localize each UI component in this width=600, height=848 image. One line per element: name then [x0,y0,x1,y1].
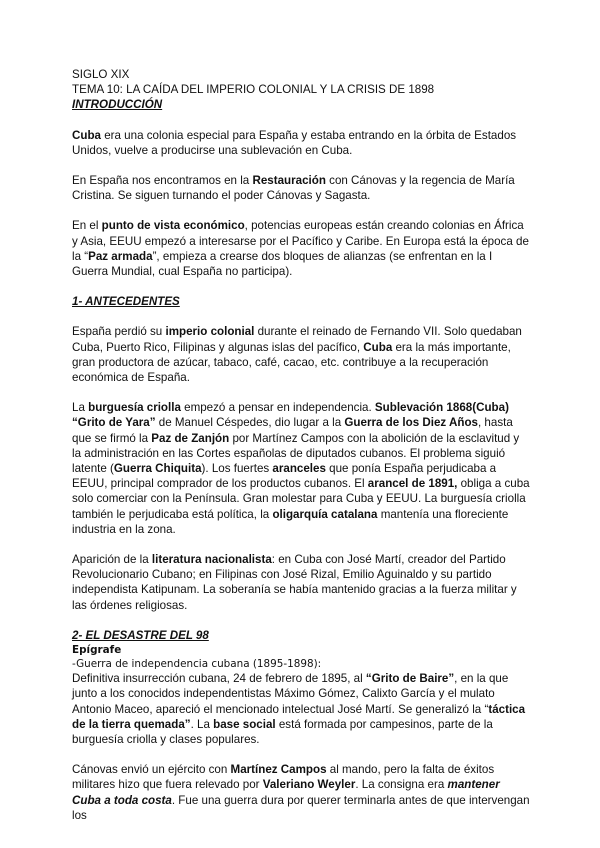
document-title: TEMA 10: LA CAÍDA DEL IMPERIO COLONIAL Y LA CRISIS DE 1898 [72,83,435,97]
text-run: . La [190,717,214,731]
text-run: ”, empieza a crearse dos bloques de alianzas (se enfrentan en la I Guerra Mundial, cual España no participa). [72,249,493,279]
text-run: oligarquía catalana [272,507,378,521]
text-run: era una colonia especial para España y estaba entrando en la órbita de Estados Unidos, vuelve a producirse una sublevación en Cuba. [72,128,517,157]
text-run: ). Los fuertes [201,462,273,476]
epigrafe-label: Epígrafe [72,644,122,657]
text-run: Definitiva insurrección cubana, 24 de febrero de 1895, al [72,672,366,686]
section-2-subtitle: -Guerra de independencia cubana (1895-1898): [72,658,322,671]
intro-paragraph-2 [72,173,530,203]
text-run: durante el reinado de Fernando VII. Solo quedaban Cuba, Puerto Rico, Filipinas y algunas islas del pacífico, [72,325,522,354]
text-run: mantener Cuba a toda costa [72,778,500,807]
text-run: En España nos encontramos en la [72,174,253,188]
text-run: burguesía criolla [88,401,181,415]
text-run: empezó a pensar en independencia. [180,401,375,415]
text-run: Paz de Zanjón [151,431,230,445]
section-2-heading: 2- EL DESASTRE DEL 98 [72,628,209,642]
text-run: con Cánovas y la regencia de María Cristina. Se siguen turnando el poder Cánovas y Sagasta. [72,174,515,203]
intro-heading: INTRODUCCIÓN [72,98,163,112]
text-run: está formada por campesinos, parte de la burguesía criolla y clases populares. [72,717,493,746]
text-run: Sublevación 1868(Cuba) “Grito de Yara” [72,401,509,430]
intro-paragraph-1 [72,128,530,158]
text-run: España perdió su [72,325,166,339]
section-1-paragraph-2 [72,400,530,537]
text-run: mantenía una floreciente industria en la zona. [72,507,509,536]
text-run: Aparición de la [72,553,152,567]
text-run: Cuba [363,340,393,354]
text-run: de Manuel Céspedes, dio lugar a la [155,416,345,430]
text-run: Valeriano Weyler [262,778,356,792]
intro-paragraph-3 [72,218,530,279]
text-run: literatura nacionalista [151,553,272,567]
text-run: La [72,401,89,415]
text-run: , en la que junto a los conocidos independentistas Máximo Gómez, Calixto García y el mulato Antonio Maceo, apareció el mencionado intelectual José Martí. Se generalizó la “ [72,672,509,716]
section-2-paragraph-2 [72,762,530,823]
document-subject: SIGLO XIX [72,68,130,81]
text-run: era la más importante, gran productora de azúcar, tabaco, café, cacao, etc. contribuye a la recuperación económica de España. [72,340,511,385]
section-1-paragraph-3 [72,552,530,613]
text-run: que ponía España perjudicaba a EEUU, principal comprador de los productos cubanos. El [72,462,497,491]
text-run: Martínez Campos [230,763,327,777]
section-2-paragraph-1 [72,671,530,747]
text-run: : en Cuba con José Martí, creador del Partido Revolucionario Cubano; en Filipinas con José Rizal, Emilio Aguinaldo y su partido independista Katipunam. La soberanía se había mantenido gracias a la fuerza militar y las órdenes religiosas. [72,553,517,612]
section-1-paragraph-1 [72,324,530,385]
text-run: base social [213,717,276,731]
section-1-heading: 1- ANTECEDENTES [72,295,180,309]
text-run: obliga a cuba solo comerciar con la Península. Gran molestar para Cuba y EEUU. La burguesía criolla también le perjudicaba está política, la [72,477,530,521]
text-run: . Fue una guerra dura por querer terminarla antes de que intervengan los [72,793,530,822]
text-run: Cánovas envió un ejército con [72,763,231,777]
document-body [72,67,530,823]
text-run: imperio colonial [165,325,255,339]
text-run: Cuba [72,128,101,142]
text-run: “Grito de Baire” [365,672,455,686]
text-run: , potencias europeas están creando colonias en África y Asia, EEUU empezó a interesarse por el Pacífico y Caribe. En Europa está la época de la “ [72,219,529,263]
text-run: táctica de la tierra quemada” [72,702,526,731]
text-run: Guerra Chiquita [113,462,202,476]
text-run: Guerra de los Diez Años [344,416,478,430]
text-run: por Martínez Campos con la abolición de la esclavitud y la administración en las Cortes españolas de diputados cubanos. El problema siguió latente ( [72,431,520,476]
text-run: Restauración [252,174,326,188]
text-run: Paz armada [88,249,153,263]
text-run: arancel de 1891, [367,477,458,491]
text-run: punto de vista económico [101,219,245,233]
text-run: , hasta que se firmó la [72,416,513,445]
text-run: . La consigna era [355,778,448,792]
text-run: al mando, pero la falta de éxitos militares hizo que fuera relevado por [72,763,495,792]
text-run: aranceles [272,462,326,476]
text-run: En el [72,219,102,233]
